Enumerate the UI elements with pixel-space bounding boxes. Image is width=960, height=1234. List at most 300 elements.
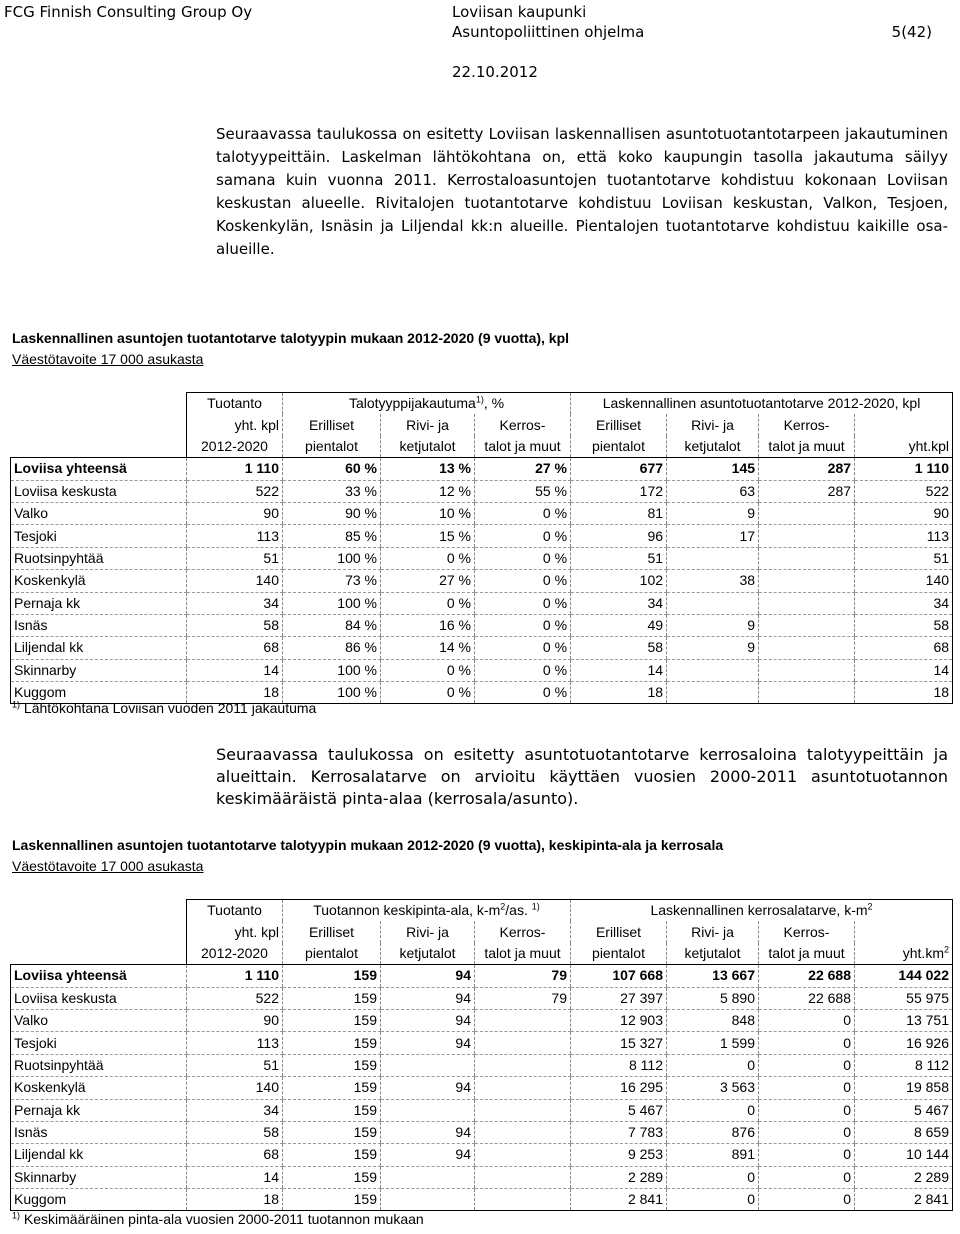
value-cell: 73 % bbox=[283, 570, 381, 592]
document-date: 22.10.2012 bbox=[452, 63, 538, 81]
value-cell: 2 841 bbox=[571, 1189, 667, 1211]
value-cell bbox=[759, 659, 855, 681]
column-header-bottom bbox=[381, 436, 475, 458]
company-name: FCG Finnish Consulting Group Oy bbox=[4, 3, 253, 21]
value-cell bbox=[475, 1054, 571, 1076]
value-cell: 12 % bbox=[381, 480, 475, 502]
value-cell: 522 bbox=[855, 480, 953, 502]
table2 bbox=[10, 899, 953, 1211]
group-need-sup: 2 bbox=[867, 901, 873, 912]
value-cell: 0 bbox=[667, 1189, 759, 1211]
column-header-text: pientalot bbox=[305, 944, 358, 961]
value-cell bbox=[475, 1166, 571, 1188]
column-header-top: Erilliset bbox=[571, 414, 667, 435]
table1-header bbox=[11, 393, 953, 458]
value-cell: 12 903 bbox=[571, 1009, 667, 1031]
column-header-bottom bbox=[475, 436, 571, 458]
value-cell bbox=[475, 1077, 571, 1099]
table-row bbox=[11, 1144, 953, 1166]
value-cell: 58 bbox=[855, 614, 953, 636]
column-header-top: yht. kpl bbox=[187, 921, 283, 942]
table1-title: Laskennallinen asuntojen tuotantotarve talotyypin mukaan 2012-2020 (9 vuotta), kpl bbox=[12, 330, 570, 346]
value-cell bbox=[667, 682, 759, 704]
value-cell bbox=[475, 1189, 571, 1211]
column-header-bottom bbox=[855, 436, 953, 458]
value-cell: 0 % bbox=[475, 682, 571, 704]
value-cell: 159 bbox=[283, 1121, 381, 1143]
table-row bbox=[11, 570, 953, 592]
table-row bbox=[11, 1054, 953, 1076]
region-name: Kuggom bbox=[11, 682, 187, 704]
table1-subtitle: Väestötavoite 17 000 asukasta bbox=[12, 351, 204, 367]
value-cell: 94 bbox=[381, 987, 475, 1009]
value-cell: 2 289 bbox=[571, 1166, 667, 1188]
header-blank-cell bbox=[11, 414, 187, 435]
column-header-row-1 bbox=[11, 921, 953, 942]
value-cell: 9 bbox=[667, 502, 759, 524]
value-cell: 34 bbox=[187, 1099, 283, 1121]
region-name: Isnäs bbox=[11, 614, 187, 636]
value-cell: 159 bbox=[283, 1099, 381, 1121]
value-cell: 22 688 bbox=[759, 987, 855, 1009]
value-cell: 94 bbox=[381, 1032, 475, 1054]
table1-footnote: $^{1)}$ Lähtökohtana Loviisan vuoden 2011 jakautuma bbox=[12, 699, 317, 716]
table1 bbox=[10, 392, 953, 704]
table-row bbox=[11, 1189, 953, 1211]
value-cell: 159 bbox=[283, 1189, 381, 1211]
value-cell: 17 bbox=[667, 525, 759, 547]
group-split-sup: 1) bbox=[475, 394, 484, 405]
value-cell: 107 668 bbox=[571, 965, 667, 987]
column-header-top: Erilliset bbox=[571, 921, 667, 942]
value-cell: 100 % bbox=[283, 547, 381, 569]
value-cell: 100 % bbox=[283, 659, 381, 681]
value-cell: 0 % bbox=[475, 570, 571, 592]
column-header-row-2 bbox=[11, 436, 953, 458]
table-row bbox=[11, 592, 953, 614]
value-cell: 94 bbox=[381, 1077, 475, 1099]
group-area-unit: /as. bbox=[505, 902, 528, 919]
value-cell: 140 bbox=[187, 570, 283, 592]
value-cell: 159 bbox=[283, 987, 381, 1009]
value-cell: 5 890 bbox=[667, 987, 759, 1009]
value-cell: 18 bbox=[187, 682, 283, 704]
value-cell: 14 % bbox=[381, 637, 475, 659]
value-cell: 140 bbox=[855, 570, 953, 592]
column-header-bottom bbox=[759, 943, 855, 965]
column-header-bottom bbox=[381, 943, 475, 965]
column-header-bottom bbox=[571, 436, 667, 458]
value-cell: 15 % bbox=[381, 525, 475, 547]
header-blank-cell bbox=[11, 921, 187, 942]
value-cell bbox=[381, 1054, 475, 1076]
group-area-label: Tuotannon keskipinta-ala, k-m bbox=[313, 902, 501, 919]
value-cell: 51 bbox=[187, 1054, 283, 1076]
region-name: Loviisa yhteensä bbox=[11, 965, 187, 987]
value-cell bbox=[475, 1099, 571, 1121]
column-header-text: talot ja muut bbox=[484, 944, 561, 961]
value-cell: 27 % bbox=[475, 458, 571, 480]
value-cell: 68 bbox=[187, 637, 283, 659]
page-number: 5(42) bbox=[891, 23, 932, 41]
region-name: Pernaja kk bbox=[11, 592, 187, 614]
value-cell bbox=[475, 1144, 571, 1166]
column-header-top: Rivi- ja bbox=[381, 414, 475, 435]
value-cell: 159 bbox=[283, 1077, 381, 1099]
group-split-unit: , % bbox=[483, 395, 505, 412]
region-name: Liljendal kk bbox=[11, 637, 187, 659]
value-cell: 58 bbox=[187, 1121, 283, 1143]
value-cell: 1 599 bbox=[667, 1032, 759, 1054]
value-cell: 876 bbox=[667, 1121, 759, 1143]
region-name: Koskenkylä bbox=[11, 1077, 187, 1099]
group-area-footnote-mark: 1) bbox=[531, 901, 540, 912]
region-name: Loviisa keskusta bbox=[11, 480, 187, 502]
region-name: Kuggom bbox=[11, 1189, 187, 1211]
column-header-bottom bbox=[855, 943, 953, 965]
region-name: Skinnarby bbox=[11, 659, 187, 681]
group-middle-header bbox=[283, 393, 571, 415]
table-row bbox=[11, 614, 953, 636]
table-row bbox=[11, 1166, 953, 1188]
column-header-bottom bbox=[283, 436, 381, 458]
table2-subtitle: Väestötavoite 17 000 asukasta bbox=[12, 858, 204, 874]
second-paragraph: Seuraavassa taulukossa on esitetty asuntotuotantotarve kerrosaloina talotyypeittäin ja alueittain. Kerrosalatarve on arvioitu käyttäen vuosien 2000-2011 asuntotuotannon keskimääräistä pinta-alaa (kerrosala/asunto). bbox=[216, 745, 948, 808]
column-header-top: Kerros- bbox=[475, 414, 571, 435]
column-header-text: talot ja muut bbox=[768, 944, 845, 961]
region-name: Loviisa yhteensä bbox=[11, 458, 187, 480]
table-row bbox=[11, 1099, 953, 1121]
value-cell: 848 bbox=[667, 1009, 759, 1031]
column-header-text: pientalot bbox=[592, 437, 645, 454]
column-header-text: 2012-2020 bbox=[201, 437, 268, 454]
value-cell: 100 % bbox=[283, 592, 381, 614]
value-cell: 0 % bbox=[381, 547, 475, 569]
table-row bbox=[11, 1009, 953, 1031]
group-header-row bbox=[11, 900, 953, 922]
column-header-bottom bbox=[759, 436, 855, 458]
value-cell: 19 858 bbox=[855, 1077, 953, 1099]
value-cell: 8 112 bbox=[571, 1054, 667, 1076]
value-cell: 68 bbox=[855, 637, 953, 659]
value-cell: 0 % bbox=[475, 547, 571, 569]
value-cell bbox=[759, 502, 855, 524]
column-header-text: pientalot bbox=[305, 437, 358, 454]
column-header-top: Kerros- bbox=[759, 921, 855, 942]
column-header-bottom bbox=[667, 436, 759, 458]
column-header-top: Erilliset bbox=[283, 921, 381, 942]
value-cell: 3 563 bbox=[667, 1077, 759, 1099]
column-header-top bbox=[855, 921, 953, 942]
value-cell: 13 751 bbox=[855, 1009, 953, 1031]
value-cell: 27 397 bbox=[571, 987, 667, 1009]
column-header-bottom bbox=[475, 943, 571, 965]
value-cell: 90 bbox=[855, 502, 953, 524]
value-cell: 0 % bbox=[381, 682, 475, 704]
group-area-sup: 2 bbox=[500, 901, 506, 912]
value-cell: 38 bbox=[667, 570, 759, 592]
value-cell: 0 % bbox=[475, 525, 571, 547]
region-name: Valko bbox=[11, 502, 187, 524]
value-cell: 49 bbox=[571, 614, 667, 636]
table-row bbox=[11, 525, 953, 547]
value-cell: 63 bbox=[667, 480, 759, 502]
value-cell: 96 bbox=[571, 525, 667, 547]
value-cell: 113 bbox=[187, 525, 283, 547]
value-cell: 159 bbox=[283, 1166, 381, 1188]
value-cell: 55 % bbox=[475, 480, 571, 502]
value-cell: 94 bbox=[381, 1121, 475, 1143]
value-cell: 15 327 bbox=[571, 1032, 667, 1054]
value-cell: 94 bbox=[381, 1009, 475, 1031]
intro-paragraph: Seuraavassa taulukossa on esitetty Loviisan laskennallisen asuntotuotantotarpeen jakautuminen talotyypeittäin. Laskelman lähtökohtana on, että koko kaupungin tasolla jakautuma säilyy samana kuin vuonna 2011. Kerrostaloasuntojen tuotantotarve kohdistuu kokonaan Loviisan keskustan alueelle. Rivitalojen tuotantotarve kohdistuu Loviisan keskustan, Valkon, Tesjoen, Koskenkylän, Isnäsin ja Liljendal kk:n alueille. Pientalojen tuotantotarve kohdistuu kaikille osa-alueille. bbox=[216, 125, 948, 258]
column-header-text: pientalot bbox=[592, 944, 645, 961]
value-cell: 90 bbox=[187, 1009, 283, 1031]
value-cell bbox=[759, 592, 855, 614]
value-cell: 60 % bbox=[283, 458, 381, 480]
table2-footnote: $^{1)}$ Keskimääräinen pinta-ala vuosien 2000-2011 tuotannon mukaan bbox=[12, 1210, 424, 1227]
value-cell: 0 bbox=[667, 1054, 759, 1076]
value-cell: 891 bbox=[667, 1144, 759, 1166]
value-cell: 0 bbox=[759, 1099, 855, 1121]
value-cell: 0 % bbox=[475, 614, 571, 636]
value-cell: 2 289 bbox=[855, 1166, 953, 1188]
value-cell: 27 % bbox=[381, 570, 475, 592]
region-name: Skinnarby bbox=[11, 1166, 187, 1188]
value-cell bbox=[759, 547, 855, 569]
value-cell: 18 bbox=[855, 682, 953, 704]
value-cell: 94 bbox=[381, 1144, 475, 1166]
value-cell: 55 975 bbox=[855, 987, 953, 1009]
column-header-text: yht.km bbox=[902, 944, 944, 961]
table-row bbox=[11, 987, 953, 1009]
value-cell: 16 926 bbox=[855, 1032, 953, 1054]
group-split-label: Talotyyppijakautuma bbox=[348, 395, 476, 412]
table-row bbox=[11, 480, 953, 502]
group-middle-header bbox=[283, 900, 571, 922]
value-cell: 0 bbox=[759, 1121, 855, 1143]
value-cell: 102 bbox=[571, 570, 667, 592]
value-cell: 159 bbox=[283, 1054, 381, 1076]
column-header-text: 2012-2020 bbox=[201, 944, 268, 961]
value-cell: 22 688 bbox=[759, 965, 855, 987]
value-cell: 145 bbox=[667, 458, 759, 480]
value-cell: 51 bbox=[855, 547, 953, 569]
table2-body bbox=[11, 965, 953, 1211]
value-cell: 159 bbox=[283, 1009, 381, 1031]
value-cell: 0 bbox=[759, 1009, 855, 1031]
total-row bbox=[11, 458, 953, 480]
value-cell: 58 bbox=[571, 637, 667, 659]
table-row bbox=[11, 659, 953, 681]
value-cell: 1 110 bbox=[187, 965, 283, 987]
table-row bbox=[11, 637, 953, 659]
group-need-label: Laskennallinen kerrosalatarve, k-m bbox=[650, 902, 868, 919]
header-blank-cell bbox=[11, 900, 187, 922]
value-cell: 14 bbox=[855, 659, 953, 681]
table-row bbox=[11, 1032, 953, 1054]
group-production-header: Tuotanto bbox=[187, 393, 283, 415]
value-cell: 34 bbox=[855, 592, 953, 614]
value-cell: 13 667 bbox=[667, 965, 759, 987]
value-cell: 90 % bbox=[283, 502, 381, 524]
value-cell: 0 bbox=[759, 1032, 855, 1054]
value-cell bbox=[759, 682, 855, 704]
column-header-top: Kerros- bbox=[475, 921, 571, 942]
value-cell: 9 bbox=[667, 614, 759, 636]
value-cell: 86 % bbox=[283, 637, 381, 659]
region-name: Tesjoki bbox=[11, 1032, 187, 1054]
total-row bbox=[11, 965, 953, 987]
table-row bbox=[11, 1077, 953, 1099]
value-cell bbox=[475, 1009, 571, 1031]
value-cell: 287 bbox=[759, 480, 855, 502]
client-name: Loviisan kaupunki bbox=[452, 3, 587, 21]
value-cell bbox=[759, 614, 855, 636]
value-cell: 33 % bbox=[283, 480, 381, 502]
value-cell: 0 % bbox=[475, 637, 571, 659]
value-cell bbox=[667, 592, 759, 614]
value-cell: 5 467 bbox=[855, 1099, 953, 1121]
column-header-top: Rivi- ja bbox=[667, 921, 759, 942]
column-header-top: Erilliset bbox=[283, 414, 381, 435]
value-cell: 2 841 bbox=[855, 1189, 953, 1211]
value-cell: 0 bbox=[759, 1166, 855, 1188]
region-name: Ruotsinpyhtää bbox=[11, 547, 187, 569]
value-cell: 677 bbox=[571, 458, 667, 480]
value-cell: 10 144 bbox=[855, 1144, 953, 1166]
value-cell: 0 bbox=[759, 1077, 855, 1099]
value-cell bbox=[475, 1121, 571, 1143]
value-cell: 51 bbox=[571, 547, 667, 569]
document-name: Asuntopoliittinen ohjelma bbox=[452, 23, 645, 41]
value-cell bbox=[475, 1032, 571, 1054]
column-header-bottom bbox=[187, 943, 283, 965]
table-row bbox=[11, 547, 953, 569]
value-cell: 85 % bbox=[283, 525, 381, 547]
value-cell: 81 bbox=[571, 502, 667, 524]
group-production-header: Tuotanto bbox=[187, 900, 283, 922]
value-cell: 90 bbox=[187, 502, 283, 524]
value-cell: 84 % bbox=[283, 614, 381, 636]
group-header-row bbox=[11, 393, 953, 415]
value-cell: 79 bbox=[475, 987, 571, 1009]
value-cell: 18 bbox=[571, 682, 667, 704]
column-header-text: ketjutalot bbox=[399, 437, 456, 454]
value-cell: 16 % bbox=[381, 614, 475, 636]
value-cell: 13 % bbox=[381, 458, 475, 480]
value-cell: 0 % bbox=[381, 592, 475, 614]
value-cell: 140 bbox=[187, 1077, 283, 1099]
value-cell: 0 bbox=[667, 1166, 759, 1188]
table2-header bbox=[11, 900, 953, 965]
column-header-bottom bbox=[571, 943, 667, 965]
column-header-top bbox=[855, 414, 953, 435]
value-cell: 94 bbox=[381, 965, 475, 987]
value-cell: 7 783 bbox=[571, 1121, 667, 1143]
value-cell: 51 bbox=[187, 547, 283, 569]
value-cell: 0 % bbox=[475, 659, 571, 681]
region-name: Loviisa keskusta bbox=[11, 987, 187, 1009]
value-cell: 287 bbox=[759, 458, 855, 480]
region-name: Valko bbox=[11, 1009, 187, 1031]
value-cell: 1 110 bbox=[855, 458, 953, 480]
value-cell: 159 bbox=[283, 1144, 381, 1166]
group-need-label: Laskennallinen asuntotuotantotarve 2012-2020, kpl bbox=[602, 395, 921, 412]
region-name: Koskenkylä bbox=[11, 570, 187, 592]
column-header-bottom bbox=[667, 943, 759, 965]
region-name: Isnäs bbox=[11, 1121, 187, 1143]
column-header-bottom bbox=[283, 943, 381, 965]
region-name: Tesjoki bbox=[11, 525, 187, 547]
header-client bbox=[452, 2, 644, 42]
value-cell: 10 % bbox=[381, 502, 475, 524]
column-header-text: talot ja muut bbox=[768, 437, 845, 454]
value-cell: 68 bbox=[187, 1144, 283, 1166]
value-cell bbox=[759, 637, 855, 659]
region-name: Liljendal kk bbox=[11, 1144, 187, 1166]
group-need-header bbox=[571, 393, 953, 415]
value-cell: 144 022 bbox=[855, 965, 953, 987]
column-header-top: yht. kpl bbox=[187, 414, 283, 435]
value-cell: 14 bbox=[571, 659, 667, 681]
region-name: Ruotsinpyhtää bbox=[11, 1054, 187, 1076]
value-cell: 79 bbox=[475, 965, 571, 987]
value-cell: 0 % bbox=[475, 502, 571, 524]
value-cell: 8 659 bbox=[855, 1121, 953, 1143]
value-cell: 18 bbox=[187, 1189, 283, 1211]
value-cell: 9 bbox=[667, 637, 759, 659]
table2-title: Laskennallinen asuntojen tuotantotarve talotyypin mukaan 2012-2020 (9 vuotta), keskipinta-ala ja kerrosala bbox=[12, 837, 724, 853]
value-cell: 14 bbox=[187, 659, 283, 681]
value-cell bbox=[381, 1189, 475, 1211]
value-cell bbox=[667, 547, 759, 569]
value-cell: 0 bbox=[759, 1189, 855, 1211]
value-cell: 522 bbox=[187, 987, 283, 1009]
value-cell: 159 bbox=[283, 965, 381, 987]
value-cell: 159 bbox=[283, 1032, 381, 1054]
region-name: Pernaja kk bbox=[11, 1099, 187, 1121]
value-cell bbox=[381, 1099, 475, 1121]
value-cell: 1 110 bbox=[187, 458, 283, 480]
value-cell: 0 bbox=[667, 1099, 759, 1121]
column-header-text: talot ja muut bbox=[484, 437, 561, 454]
column-header-row-1 bbox=[11, 414, 953, 435]
column-header-sup: 2 bbox=[943, 944, 949, 955]
value-cell: 8 112 bbox=[855, 1054, 953, 1076]
value-cell bbox=[381, 1166, 475, 1188]
column-header-text: ketjutalot bbox=[399, 944, 456, 961]
header-blank-cell bbox=[11, 436, 187, 458]
value-cell: 113 bbox=[855, 525, 953, 547]
header-blank-cell bbox=[11, 943, 187, 965]
value-cell: 14 bbox=[187, 1166, 283, 1188]
table1-body bbox=[11, 458, 953, 704]
column-header-text: ketjutalot bbox=[684, 944, 741, 961]
value-cell: 16 295 bbox=[571, 1077, 667, 1099]
column-header-bottom bbox=[187, 436, 283, 458]
group-need-header bbox=[571, 900, 953, 922]
value-cell: 172 bbox=[571, 480, 667, 502]
column-header-text: ketjutalot bbox=[684, 437, 741, 454]
column-header-text: yht.kpl bbox=[908, 437, 950, 454]
value-cell bbox=[759, 570, 855, 592]
value-cell: 113 bbox=[187, 1032, 283, 1054]
header-blank-cell bbox=[11, 393, 187, 415]
column-header-row-2 bbox=[11, 943, 953, 965]
value-cell bbox=[759, 525, 855, 547]
column-header-top: Kerros- bbox=[759, 414, 855, 435]
